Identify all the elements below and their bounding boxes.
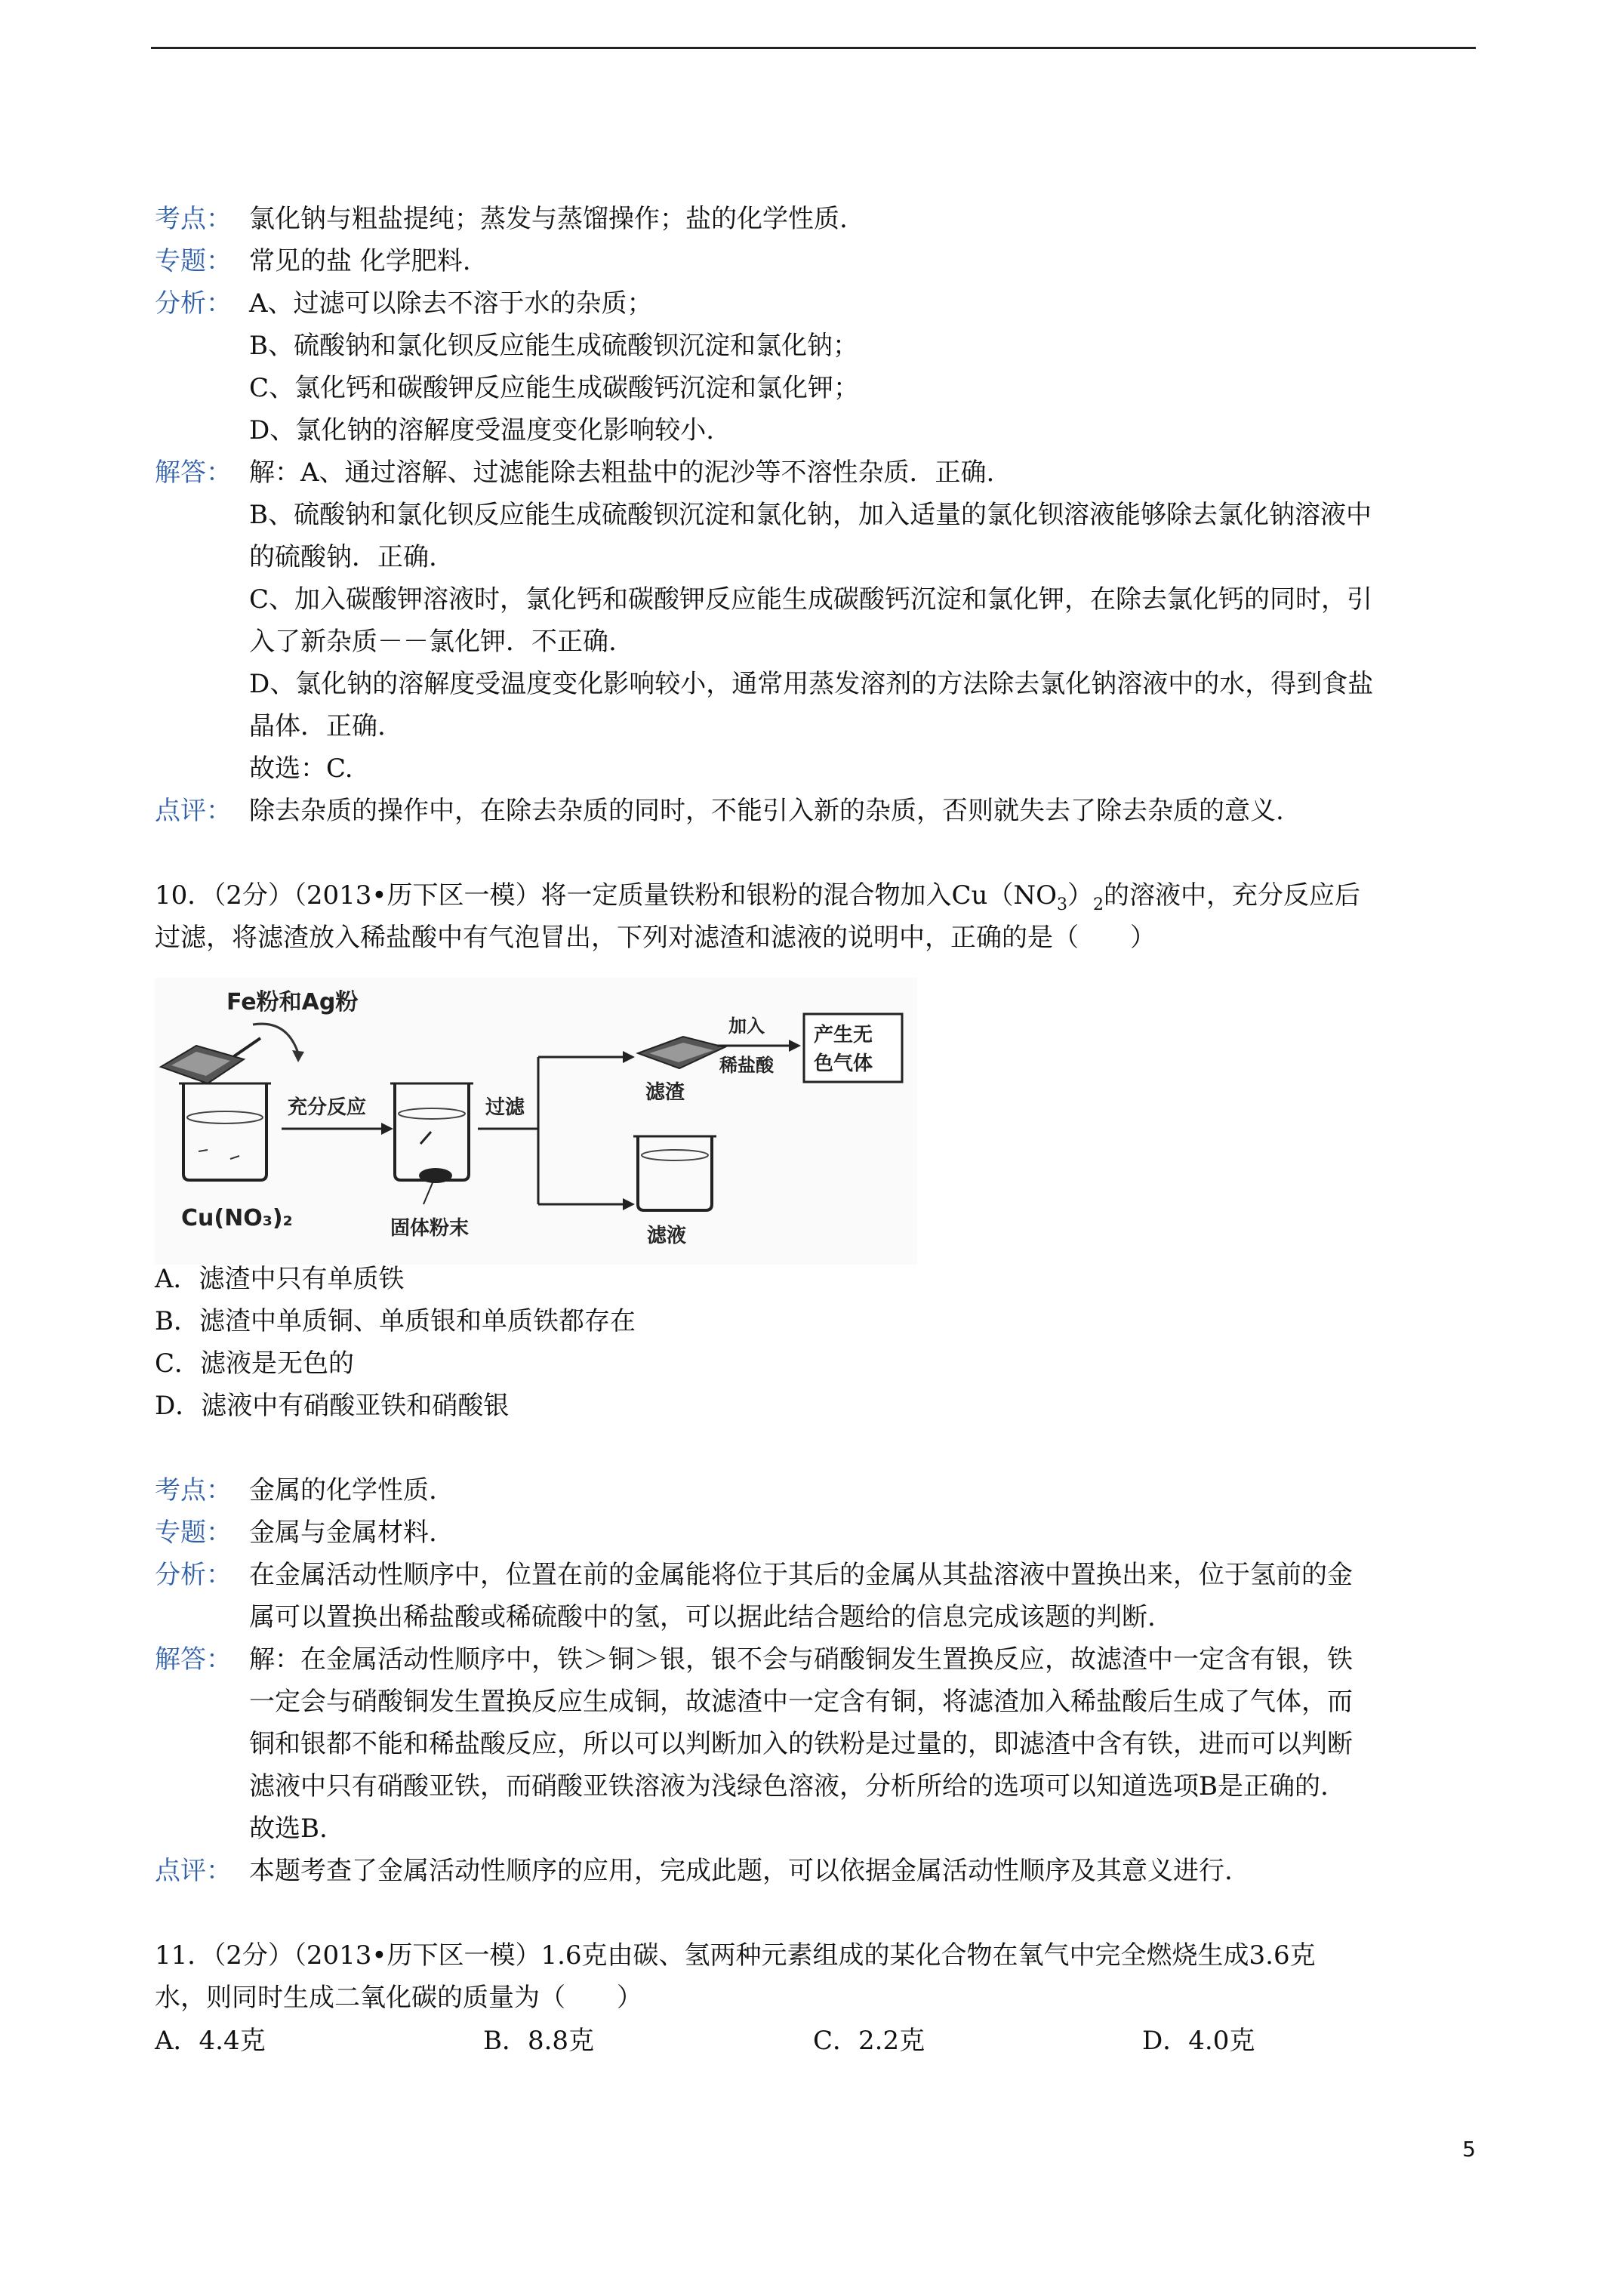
q9-jieda-line: 晶体．正确. [249, 711, 386, 741]
q10-fenxi-row [155, 1554, 1476, 1596]
q10-kaodian-text: 金属的化学性质. [249, 1475, 437, 1505]
q9-dianping-row [155, 790, 1476, 832]
box-line1: 产生无 [814, 1024, 873, 1046]
q9-fenxi-line: C、氯化钙和碳酸钾反应能生成碳酸钙沉淀和氯化钾； [249, 373, 860, 403]
q10-stem-line1-b: 的溶液中，充分反应后 [1104, 880, 1361, 911]
q10-option-a: A．滤渣中只有单质铁 [155, 1264, 405, 1294]
q10-stem-close: ） [1067, 880, 1094, 911]
label-arrow2: 过滤 [485, 1096, 525, 1119]
q10-jieda-line: 铜和银都不能和稀盐酸反应，所以可以判断加入的铁粉是过量的，即滤渣中含有铁，进而可以判断 [249, 1729, 1353, 1759]
q10-option-b: B．滤渣中单质铜、单质银和单质铁都存在 [155, 1306, 636, 1336]
q11-option-b: B．8.8克 [483, 2026, 595, 2056]
q9-jieda-line: B、硫酸钠和氯化钡反应能生成硫酸钡沉淀和氯化钠，加入适量的氯化钡溶液能够除去氯化钠溶液中 [249, 500, 1372, 530]
q9-dianping-label: 点评： [155, 796, 232, 826]
q9-fenxi-line: D、氯化钠的溶解度受温度变化影响较小. [249, 415, 715, 445]
label-lvzha: 滤渣 [645, 1081, 685, 1104]
q11-option-c: C．2.2克 [813, 2026, 925, 2056]
q10-zhuanti-label: 专题： [155, 1518, 232, 1548]
q10-options [155, 1258, 1476, 1427]
q10-stem-sub2: 2 [1093, 895, 1104, 914]
q9-jieda-line: 故选：C. [249, 754, 353, 784]
q10-jieda-line: 滤液中只有硝酸亚铁，而硝酸亚铁溶液为浅绿色溶液，分析所给的选项可以知道选项B是正确的. [249, 1771, 1329, 1801]
q9-kaodian-row [155, 198, 1476, 240]
q10-kaodian-row [155, 1469, 1476, 1512]
q11-option-d: D．4.0克 [1142, 2026, 1255, 2056]
q10-jieda-line: 一定会与硝酸铜发生置换反应生成铜，故滤渣中一定含有铜，将滤渣加入稀盐酸后生成了气体，而 [249, 1687, 1353, 1717]
q11-stem [155, 1934, 1476, 2019]
q10-jieda-line: 故选B. [249, 1814, 328, 1844]
q10-stem-line2: 过滤，将滤渣放入稀盐酸中有气泡冒出，下列对滤渣和滤液的说明中，正确的是（ ） [155, 923, 1156, 953]
q10-dianping-label: 点评： [155, 1856, 232, 1886]
q9-zhuanti-label: 专题： [155, 246, 232, 276]
q10-fenxi-line: 属可以置换出稀盐酸或稀硫酸中的氢，可以据此结合题给的信息完成该题的判断. [249, 1602, 1156, 1632]
q9-analysis [155, 198, 1476, 832]
q9-kaodian-label: 考点： [155, 204, 232, 234]
q10-option-d: D．滤液中有硝酸亚铁和硝酸银 [155, 1391, 510, 1421]
q10-jieda-row [155, 1638, 1476, 1681]
q10-stem [155, 874, 1476, 959]
q11-stem-line1: 11．（2分）（2013•历下区一模）1.6克由碳、氢两种元素组成的某化合物在氧气中完全燃烧生成3.6克 [155, 1940, 1316, 1971]
q10-fenxi-label: 分析： [155, 1560, 232, 1590]
q9-fenxi-label: 分析： [155, 288, 232, 319]
q9-kaodian-text: 氯化钠与粗盐提纯；蒸发与蒸馏操作；盐的化学性质. [249, 204, 848, 234]
q10-kaodian-label: 考点： [155, 1475, 232, 1505]
fig-title: Fe粉和Ag粉 [226, 989, 359, 1015]
q10-fenxi-line: 在金属活动性顺序中，位置在前的金属能将位于其后的金属从其盐溶液中置换出来，位于氢前的金 [249, 1560, 1353, 1590]
label-lvye: 滤液 [647, 1225, 687, 1247]
q9-jieda-line: 解：A、通过溶解、过滤能除去粗盐中的泥沙等不溶性杂质．正确. [249, 458, 995, 488]
q10-option-c: C．滤液是无色的 [155, 1348, 355, 1379]
q10-zhuanti-row [155, 1512, 1476, 1554]
q10-stem-line1-a: 10．（2分）（2013•历下区一模）将一定质量铁粉和银粉的混合物加入Cu（NO [155, 880, 1058, 911]
label-cuno3: Cu(NO₃)₂ [181, 1205, 293, 1231]
q9-dianping-text: 除去杂质的操作中，在除去杂质的同时，不能引入新的杂质，否则就失去了除去杂质的意义. [249, 796, 1284, 826]
q9-fenxi-line: B、硫酸钠和氯化钡反应能生成硫酸钡沉淀和氯化钠； [249, 331, 858, 361]
q9-zhuanti-row [155, 240, 1476, 282]
label-arrow3-top: 加入 [728, 1015, 765, 1037]
q9-jieda-row [155, 451, 1476, 494]
q9-jieda-line: C、加入碳酸钾溶液时，氯化钙和碳酸钾反应能生成碳酸钙沉淀和氯化钾，在除去氯化钙的同时，引 [249, 584, 1373, 615]
q9-jieda-line: 的硫酸钠．正确. [249, 542, 437, 572]
q11-option-a: A．4.4克 [155, 2026, 266, 2056]
q11-stem-line2: 水，则同时生成二氧化碳的质量为（ ） [155, 1983, 642, 2013]
q9-fenxi-row [155, 282, 1476, 325]
q10-jieda-label: 解答： [155, 1644, 232, 1675]
q10-stem-line1 [155, 874, 1476, 917]
q10-stem-sub3: 3 [1057, 895, 1068, 914]
q10-experiment-figure [155, 978, 917, 1265]
q9-jieda-label: 解答： [155, 458, 232, 488]
header-rule [151, 47, 1476, 49]
q10-jieda-line: 解：在金属活动性顺序中，铁＞铜＞银，银不会与硝酸铜发生置换反应，故滤渣中一定含有银，铁 [249, 1644, 1353, 1675]
q9-fenxi-line: A、过滤可以除去不溶于水的杂质； [249, 288, 653, 319]
q10-dianping-row [155, 1850, 1476, 1892]
q9-zhuanti-text: 常见的盐 化学肥料. [249, 246, 471, 276]
q10-analysis [155, 1469, 1476, 1892]
page-number: 5 [1462, 2137, 1476, 2162]
q9-jieda-line: 入了新杂质－－氯化钾．不正确. [249, 627, 617, 657]
q9-jieda-line: D、氯化钠的溶解度受温度变化影响较小，通常用蒸发溶剂的方法除去氯化钠溶液中的水，得到食盐 [249, 669, 1374, 699]
q10-dianping-text: 本题考查了金属活动性顺序的应用，完成此题，可以依据金属活动性顺序及其意义进行. [249, 1856, 1233, 1886]
q10-zhuanti-text: 金属与金属材料. [249, 1518, 437, 1548]
label-arrow3-bottom: 稀盐酸 [719, 1055, 774, 1076]
label-arrow1: 充分反应 [288, 1096, 367, 1119]
box-line2: 色气体 [814, 1052, 873, 1075]
label-guti: 固体粉末 [390, 1217, 470, 1240]
